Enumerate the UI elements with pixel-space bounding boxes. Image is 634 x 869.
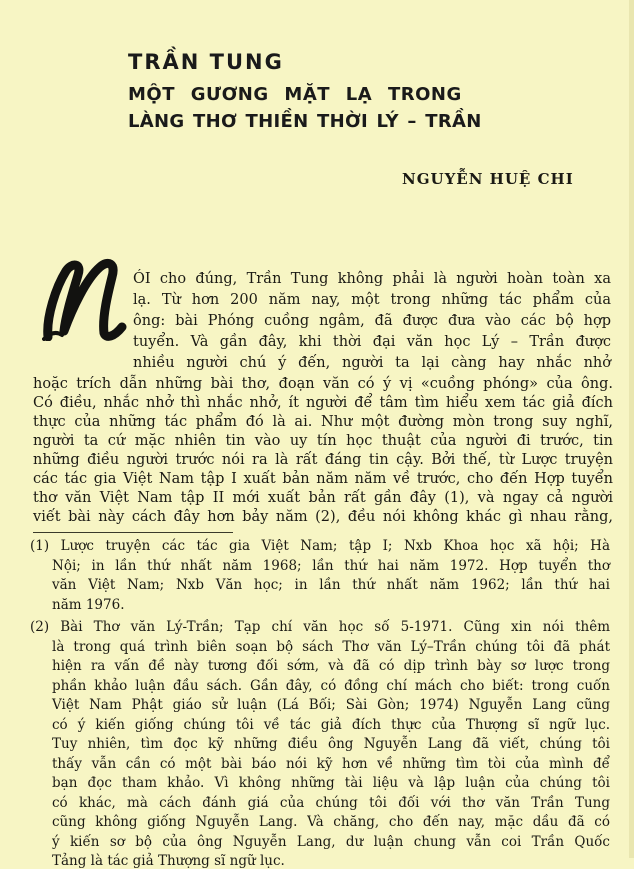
body-line-7: Có điều, nhắc nhở thì nhắc nhở, ít người để tâm tìm hiểu xem tác giả đích <box>33 395 613 411</box>
body-line-11: các tác gia Việt Nam tập I xuất bản năm năm về trước, cho đến Hợp tuyển <box>33 471 613 487</box>
body-line-10: những điều người trước nói ra là rất đáng tin cậy. Bởi thế, từ Lược truyện <box>33 452 613 468</box>
footnote-2-line-13: Tảng là tác giả Thượng sĩ ngữ lục. <box>52 853 285 869</box>
body-line-4: tuyển. Và gần đây, khi thời đại văn học Lý – Trần được <box>133 334 611 350</box>
author-name: NGUYỄN HUỆ CHI <box>402 170 574 188</box>
footnote-2-line-12: ý kiến sơ bộ của ông Nguyễn Lang, dư luận chung vẫn coi Trần Quốc <box>52 833 610 850</box>
footnote-2-line-2: là trong quá trình biên soạn bộ sách Thơ văn Lý–Trần chúng tôi đã phát <box>52 638 610 655</box>
footnote-2-line-8: thấy vẫn cần có một bài báo nói kỹ hơn về những tìm tòi của mình để <box>52 755 610 772</box>
body-line-2: lạ. Từ hơn 200 năm nay, một trong những tác phẩm của <box>133 292 611 308</box>
footnote-2-line-3: hiện ra vấn đề này tương đối sớm, và đã có dịp trình bày sơ lược trong <box>52 658 610 674</box>
footnote-2-line-11: cũng không giống Nguyễn Lang. Và chăng, cho đến nay, mặc dầu đã có <box>52 814 610 830</box>
body-line-6: hoặc trích dẫn những bài thơ, đoạn văn có ý vị «cuồng phóng» của ông. <box>33 376 613 392</box>
footnote-2-line-9: bạn đọc tham khảo. Vì không những tài liệu và lập luận của chúng tôi <box>52 775 610 791</box>
footnote-1-line-2: Nội; in lần thứ nhất năm 1968; lần thứ hai năm 1972. Hợp tuyển thơ <box>52 557 610 574</box>
title-line-2: MỘT GƯƠNG MẶT LẠ TRONG <box>128 84 462 105</box>
footnote-2-line-5: Việt Nam Phật giáo sử luận (Lá Bối; Sài Gòn; 1974) Nguyễn Lang cũng <box>52 697 610 713</box>
title-line-3: LÀNG THƠ THIỀN THỜI LÝ – TRẦN <box>128 111 482 132</box>
body-line-5: nhiều người chú ý đến, người ta lại càng hay nhắc nhở <box>133 355 611 371</box>
title-line-1: TRẦN TUNG <box>128 50 284 74</box>
page-edge <box>629 0 634 858</box>
footnote-2-line-6: có ý kiến giống chúng tôi về tác giả đích thực của Thượng sĩ ngữ lục. <box>52 716 610 733</box>
footnote-2-line-7: Tuy nhiên, tìm đọc kỹ những điều ông Nguyễn Lang đã viết, chúng tôi <box>52 736 610 752</box>
footnote-1-line-3: văn Việt Nam; Nxb Văn học; in lần thứ nhất năm 1962; lần thứ hai <box>52 577 610 593</box>
footnote-rule <box>33 532 233 533</box>
body-line-12: thơ văn Việt Nam tập II mới xuất bản rất gần đây (1), và ngay cả người <box>33 490 613 506</box>
footnote-1-line-1: (1) Lược truyện các tác gia Việt Nam; tập I; Nxb Khoa học xã hội; Hà <box>30 538 610 554</box>
footnote-2-line-4: phần khảo luận đầu sách. Gần đây, có đồng chí mách cho biết: trong cuốn <box>52 677 610 694</box>
footnote-2-line-1: (2) Bài Thơ văn Lý-Trần; Tạp chí văn học số 5-1971. Cũng xin nói thêm <box>30 619 610 635</box>
title-block <box>128 50 482 132</box>
drop-cap-n <box>42 257 132 341</box>
body-line-3: ông: bài Phóng cuồng ngâm, đã được đưa vào các bộ hợp <box>133 313 611 329</box>
body-line-9: người ta cứ mặc nhiên tin vào uy tín học thuật của người đi trước, tin <box>33 433 613 449</box>
body-line-8: thực của những tác phẩm đó là ai. Như một đường mòn trong suy nghĩ, <box>33 414 613 430</box>
footnote-1-line-4: năm 1976. <box>52 596 125 613</box>
body-line-13: viết bài này cách đây hơn bảy năm (2), đều nói không khác gì nhau rằng, <box>33 509 613 525</box>
body-line-1: ÓI cho đúng, Trần Tung không phải là người hoàn toàn xa <box>133 271 611 287</box>
footnote-2-line-10: có khác, mà cách đánh giá của chúng tôi đối với thơ văn Trần Tung <box>52 794 610 811</box>
